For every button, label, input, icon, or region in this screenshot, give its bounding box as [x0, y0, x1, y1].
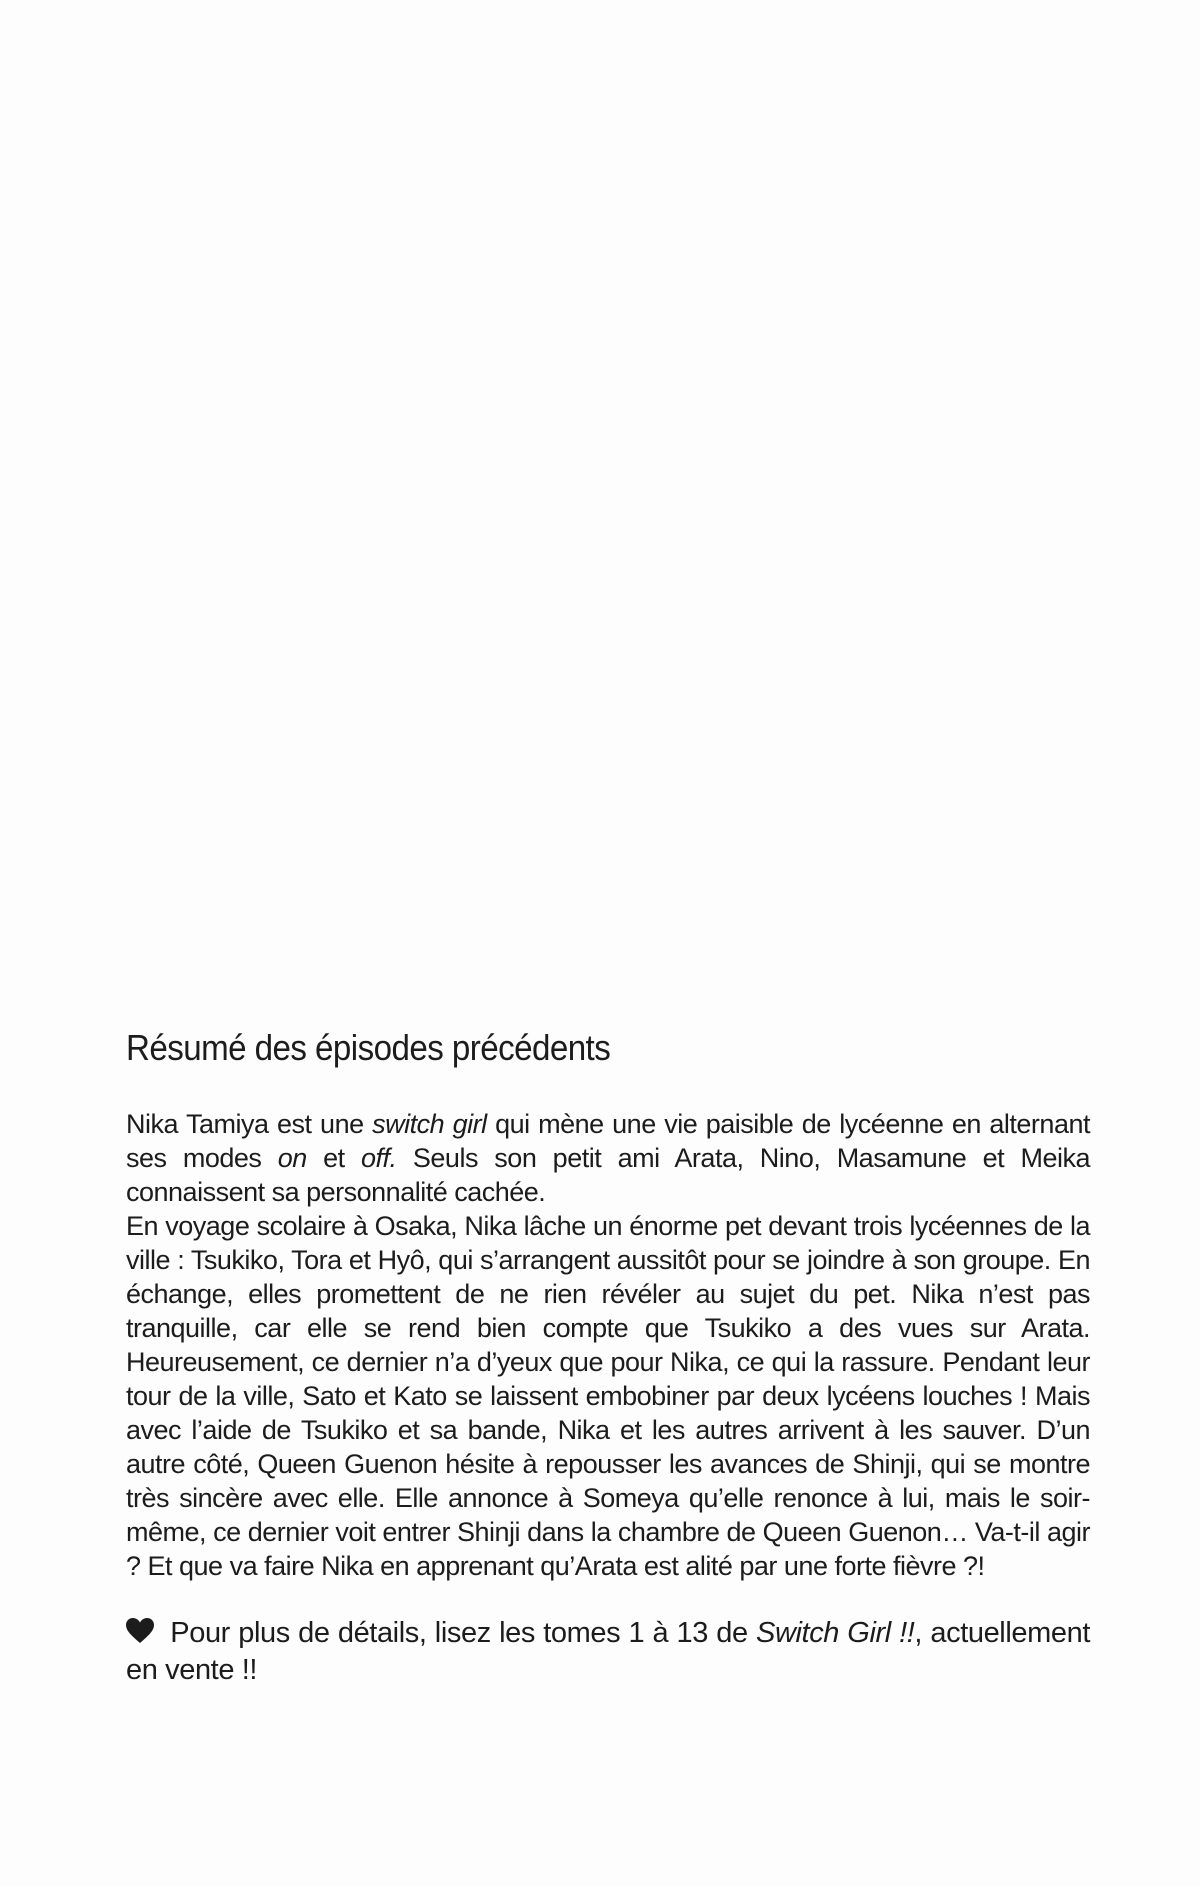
footer-text-run: Pour plus de détails, lisez les tomes 1 à 13 de	[162, 1617, 757, 1650]
summary-text	[126, 1107, 1090, 1583]
summary-text-run: qui mène une vie paisible de lycéenne en alternant ses modes	[126, 1109, 1090, 1174]
heart-icon	[126, 1618, 154, 1644]
footer-text-run: , actuellement en vente !!	[126, 1617, 1090, 1687]
recap-section	[126, 1026, 1090, 1689]
footer-note	[126, 1615, 1090, 1689]
summary-paragraph-1	[126, 1107, 1090, 1209]
series-title: Switch Girl !!	[756, 1617, 915, 1650]
emphasis-off: off.	[361, 1143, 397, 1174]
emphasis-on: on	[277, 1143, 307, 1174]
summary-text-run: et	[306, 1143, 362, 1174]
summary-paragraph-2: En voyage scolaire à Osaka, Nika lâche un énorme pet devant trois lycéennes de la ville : Tsukiko, Tora et Hyô, qui s’arrangent aussitôt pour se joindre à son groupe. En échange, elles promettent de ne rien révéler au sujet du pet. Nika n’est pas tranquille, car elle se rend bien compte que Tsukiko a des vues sur Arata. Heureusement, ce dernier n’a d’yeux que pour Nika, ce qui la rassure. Pendant leur tour de la ville, Sato et Kato se laissent embobiner par deux lycéens louches ! Mais avec l’aide de Tsukiko et sa bande, Nika et les autres arrivent à les sauver. D’un autre côté, Queen Guenon hésite à repousser les avances de Shinji, qui se montre très sincère avec elle. Elle annonce à Someya qu’elle renonce à lui, mais le soir-même, ce dernier voit entrer Shinji dans la chambre de Queen Guenon… Va-t-il agir ? Et que va faire Nika en apprenant qu’Arata est alité par une forte fièvre ?!	[126, 1211, 1090, 1582]
emphasis-switch-girl: switch girl	[372, 1109, 487, 1140]
summary-text-run: Seuls son petit ami Arata, Nino, Masamune et Meika connaissent sa personnalité cachée.	[126, 1143, 1090, 1208]
page-title: Résumé des épisodes précédents	[126, 1027, 611, 1068]
summary-text-run: Nika Tamiya est une	[126, 1109, 373, 1140]
